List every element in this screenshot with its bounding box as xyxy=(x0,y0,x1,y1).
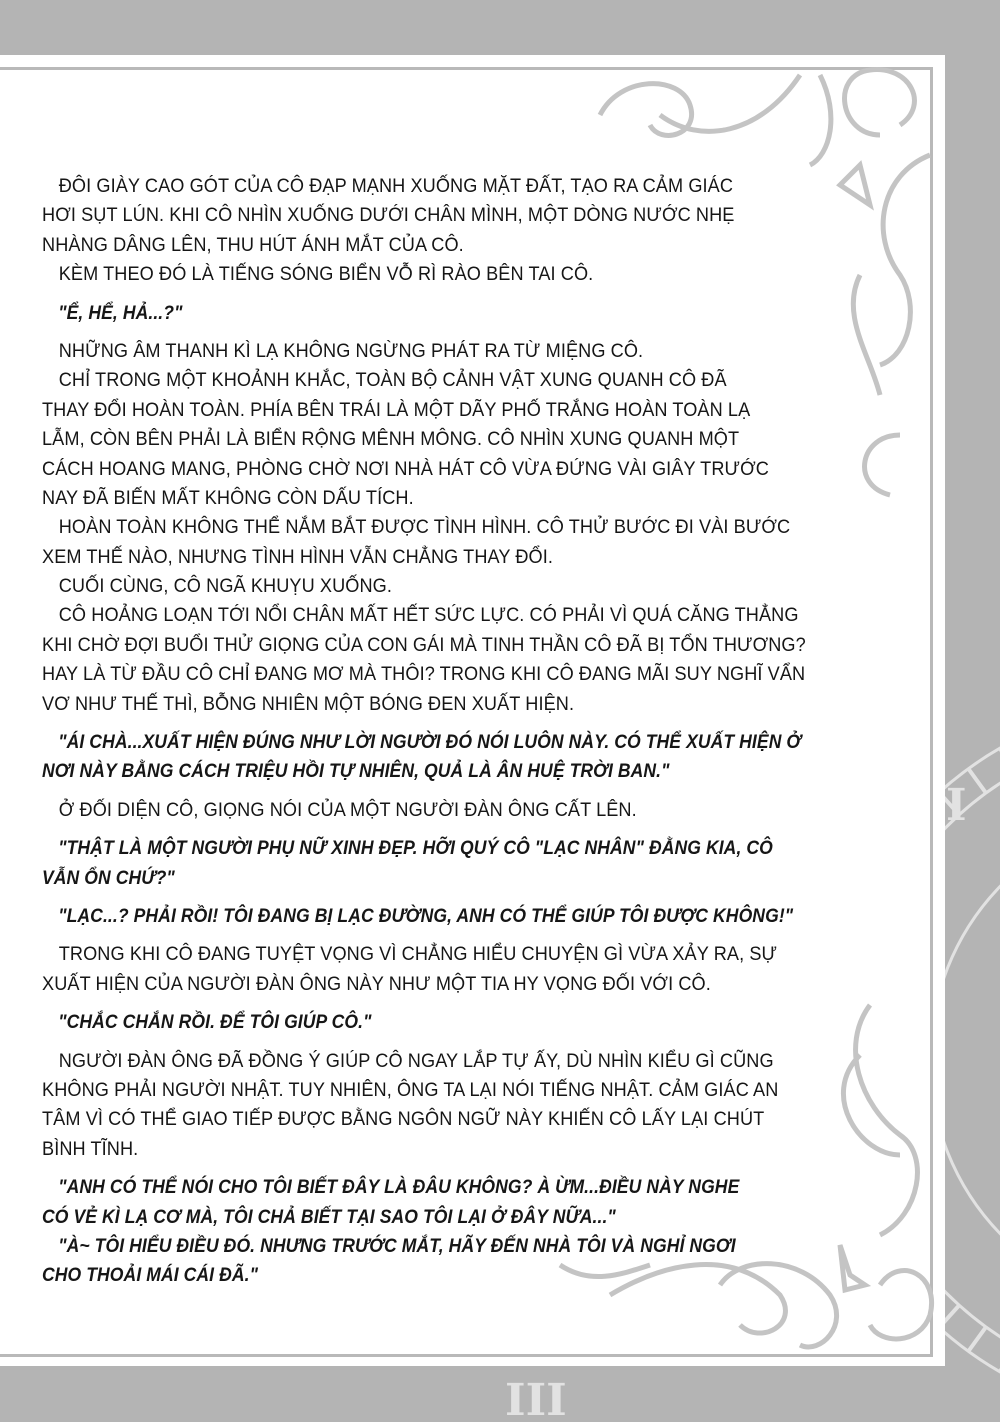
text-line: "ANH CÓ THỂ NÓI CHO TÔI BIẾT ĐÂY LÀ ĐÂU KHÔNG? À ỪM...ĐIỀU NÀY NGHE xyxy=(58,1176,740,1199)
narration-paragraph xyxy=(42,513,892,572)
text-line: "CHẮC CHẮN RỒI. ĐỂ TÔI GIÚP CÔ." xyxy=(58,1011,372,1034)
text-line: NƠI NÀY BẰNG CÁCH TRIỆU HỒI TỰ NHIÊN, QUẢ LÀ ÂN HUỆ TRỜI BAN." xyxy=(42,760,670,783)
text-line: NGƯỜI ĐÀN ÔNG ĐÃ ĐỒNG Ý GIÚP CÔ NGAY LẮP TỰ ẤY, DÙ NHÌN KIỂU GÌ CŨNG xyxy=(58,1049,774,1072)
dialogue-paragraph xyxy=(42,299,892,328)
text-line: BÌNH TĨNH. xyxy=(42,1137,139,1160)
text-line: "Ể, HỂ, HẢ...?" xyxy=(58,301,183,324)
clock-tick xyxy=(968,1327,986,1351)
text-line: "LẠC...? PHẢI RỒI! TÔI ĐANG BỊ LẠC ĐƯỜNG, ANH CÓ THỂ GIÚP TÔI ĐƯỢC KHÔNG!" xyxy=(58,904,794,927)
text-line: CÁCH HOANG MANG, PHÒNG CHỜ NƠI NHÀ HÁT CÔ VỪA ĐỨNG VÀI GIÂY TRƯỚC xyxy=(42,457,769,480)
narration-paragraph xyxy=(42,172,892,260)
text-line: XEM THẾ NÀO, NHƯNG TÌNH HÌNH VẪN CHẲNG THAY ĐỔI. xyxy=(42,545,554,568)
text-line: "À~ TÔI HIỂU ĐIỀU ĐÓ. NHƯNG TRƯỚC MẮT, HÃY ĐẾN NHÀ TÔI VÀ NGHỈ NGƠI xyxy=(58,1234,736,1257)
clock-numeral-icon: III xyxy=(505,1375,567,1422)
text-line: CÔ HOẢNG LOẠN TỚI NỔI CHÂN MẤT HẾT SỨC LỰC. CÓ PHẢI VÌ QUÁ CĂNG THẲNG xyxy=(58,604,799,627)
text-line: KHI CHỜ ĐỢI BUỔI THỬ GIỌNG CỦA CON GÁI MÀ TINH THẦN CÔ ĐÃ BỊ TỔN THƯƠNG? xyxy=(42,633,806,656)
text-line: THAY ĐỔI HOÀN TOÀN. PHÍA BÊN TRÁI LÀ MỘT DÃY PHỐ TRẮNG HOÀN TOÀN LẠ xyxy=(42,398,751,421)
narration-paragraph xyxy=(42,337,892,366)
text-line: ĐÔI GIÀY CAO GÓT CỦA CÔ ĐẠP MẠNH XUỐNG MẶT ĐẤT, TẠO RA CẢM GIÁC xyxy=(58,175,734,197)
text-line: HƠI SỤT LÚN. KHI CÔ NHÌN XUỐNG DƯỚI CHÂN MÌNH, MỘT DÒNG NƯỚC NHẸ xyxy=(42,204,735,227)
text-line: VẪN ỔN CHỨ?" xyxy=(42,866,175,889)
narration-paragraph xyxy=(42,572,892,601)
clock-tick xyxy=(968,769,986,793)
text-line: KÈM THEO ĐÓ LÀ TIẾNG SÓNG BIỂN VỖ RÌ RÀO BÊN TAI CÔ. xyxy=(58,263,594,286)
clock-numeral-icon: I xyxy=(946,780,967,831)
text-line: "THẬT LÀ MỘT NGƯỜI PHỤ NỮ XINH ĐẸP. HỠI QUÝ CÔ "LẠC NHÂN" ĐẰNG KIA, CÔ xyxy=(58,837,773,860)
text-line: LẪM, CÒN BÊN PHẢI LÀ BIỂN RỘNG MÊNH MÔNG. CÔ NHÌN XUNG QUANH MỘT xyxy=(42,428,740,451)
text-line: CUỐI CÙNG, CÔ NGÃ KHUỴU XUỐNG. xyxy=(58,575,393,598)
text-line: CHO THOẢI MÁI CÁI ĐÃ." xyxy=(42,1264,259,1287)
text-line: CÓ VẺ KÌ LẠ CƠ MÀ, TÔI CHẢ BIẾT TẠI SAO TÔI LẠI Ở ĐÂY NỮA..." xyxy=(42,1205,616,1228)
narration-paragraph xyxy=(42,940,892,999)
text-line: HOÀN TOÀN KHÔNG THỂ NẮM BẮT ĐƯỢC TÌNH HÌNH. CÔ THỬ BƯỚC ĐI VÀI BƯỚC xyxy=(58,516,791,539)
text-line: XUẤT HIỆN CỦA NGƯỜI ĐÀN ÔNG NÀY NHƯ MỘT TIA HY VỌNG ĐỐI VỚI CÔ. xyxy=(42,972,711,995)
dialogue-paragraph xyxy=(42,902,892,931)
text-line: Ở ĐỐI DIỆN CÔ, GIỌNG NÓI CỦA MỘT NGƯỜI ĐÀN ÔNG CẤT LÊN. xyxy=(58,798,637,821)
text-line: NAY ĐÃ BIẾN MẤT KHÔNG CÒN DẤU TÍCH. xyxy=(42,486,414,509)
dialogue-paragraph xyxy=(42,728,892,787)
dialogue-paragraph xyxy=(42,1008,892,1037)
text-line: NHỮNG ÂM THANH KÌ LẠ KHÔNG NGỪNG PHÁT RA TỪ MIỆNG CÔ. xyxy=(58,339,644,362)
narration-paragraph xyxy=(42,601,892,719)
narration-paragraph xyxy=(42,366,892,513)
page-panel xyxy=(0,55,945,1366)
story-text xyxy=(42,172,892,1300)
text-line: NHÀNG DÂNG LÊN, THU HÚT ÁNH MẮT CỦA CÔ. xyxy=(42,233,464,256)
text-line: "ÁI CHÀ...XUẤT HIỆN ĐÚNG NHƯ LỜI NGƯỜI ĐÓ NÓI LUÔN NÀY. CÓ THỂ XUẤT HIỆN Ở xyxy=(58,731,802,754)
text-line: CHỈ TRONG MỘT KHOẢNH KHẮC, TOÀN BỘ CẢNH VẬT XUNG QUANH CÔ ĐÃ xyxy=(58,369,727,392)
text-line: TÂM VÌ CÓ THỂ GIAO TIẾP ĐƯỢC BẰNG NGÔN NGỮ NÀY KHIẾN CÔ LẤY LẠI CHÚT xyxy=(42,1108,765,1131)
dialogue-paragraph xyxy=(42,1173,892,1291)
text-line: TRONG KHI CÔ ĐANG TUYỆT VỌNG VÌ CHẲNG HIỂU CHUYỆN GÌ VỪA XẢY RA, SỰ xyxy=(58,943,778,966)
text-line: KHÔNG PHẢI NGƯỜI NHẬT. TUY NHIÊN, ÔNG TA LẠI NÓI TIẾNG NHẬT. CẢM GIÁC AN xyxy=(42,1078,779,1101)
text-line: HAY LÀ TỪ ĐẦU CÔ CHỈ ĐANG MƠ MÀ THÔI? TRONG KHI CÔ ĐANG MÃI SUY NGHĨ VẨN xyxy=(42,663,806,686)
narration-paragraph xyxy=(42,1047,892,1165)
text-line: VƠ NHƯ THẾ THÌ, BỖNG NHIÊN MỘT BÓNG ĐEN XUẤT HIỆN. xyxy=(42,692,575,715)
narration-paragraph xyxy=(42,260,892,289)
dialogue-paragraph xyxy=(42,834,892,893)
narration-paragraph xyxy=(42,796,892,825)
